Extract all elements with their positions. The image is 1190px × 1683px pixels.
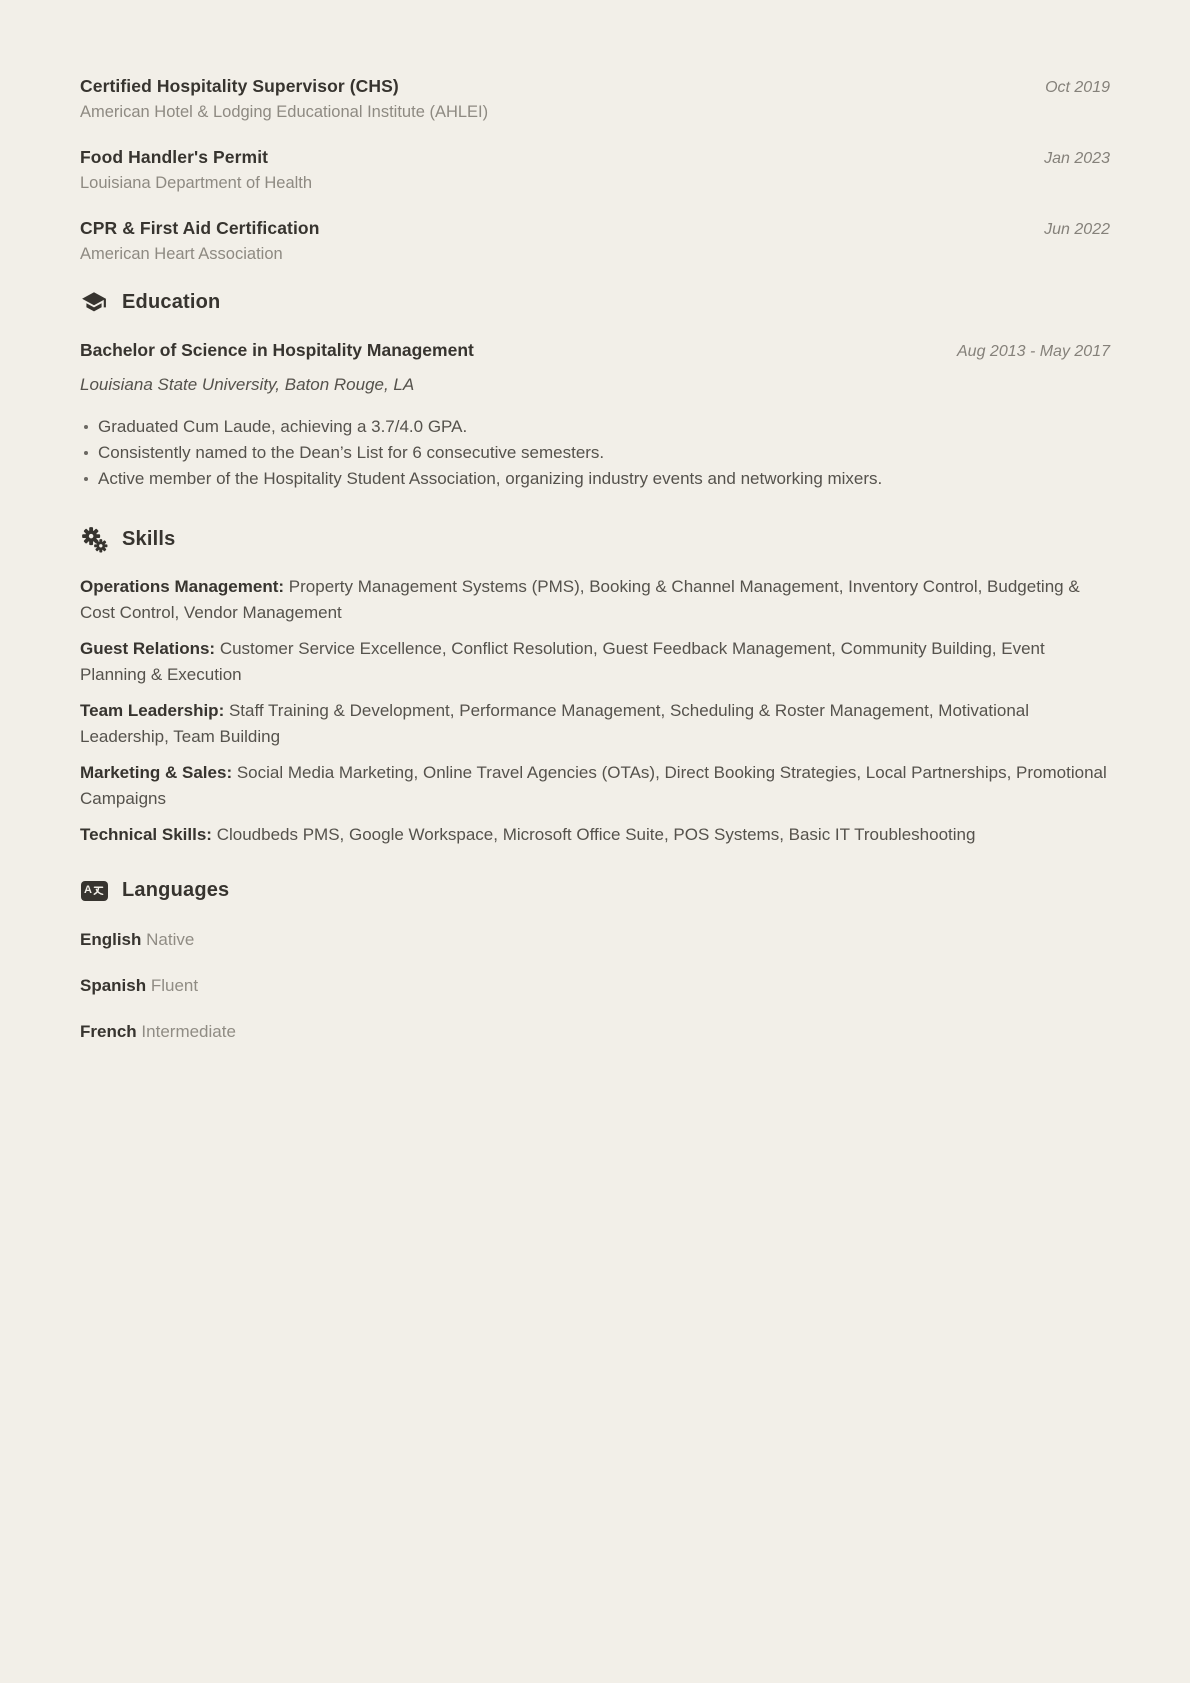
skill-group-label: Technical Skills: [80, 825, 212, 844]
skill-group [80, 698, 1110, 749]
language-row [80, 1019, 1110, 1044]
skill-group-text: Customer Service Excellence, Conflict Resolution, Guest Feedback Management, Community Building, Event Planning & Execution [80, 639, 1045, 684]
skill-group-text: Staff Training & Development, Performance Management, Scheduling & Roster Management, Motivational Leadership, Team Building [80, 701, 1030, 746]
certification-title: Food Handler's Permit [80, 147, 269, 167]
skills-heading-row [80, 524, 1110, 554]
language-name: French [80, 1021, 137, 1041]
language-name: Spanish [80, 975, 147, 995]
certification-date: Jan 2023 [1044, 150, 1110, 167]
certification-item [80, 74, 1110, 125]
skill-group [80, 574, 1110, 625]
certification-issuer: American Hotel & Lodging Educational Institute (AHLEI) [80, 103, 489, 121]
education-heading: Education [122, 290, 221, 313]
language-level: Fluent [150, 975, 199, 995]
certification-item [80, 216, 1110, 267]
certification-issuer: American Heart Association [80, 245, 283, 263]
skill-group-text: Property Management Systems (PMS), Booking & Channel Management, Inventory Control, Budgeting & Cost Control, Vendor Management [80, 577, 1080, 622]
translate-icon: A [80, 877, 108, 905]
certifications-section [80, 74, 1110, 267]
gears-icon [80, 525, 108, 553]
education-section [80, 287, 1110, 492]
certification-title: CPR & First Aid Certification [80, 218, 320, 238]
certification-title: Certified Hospitality Supervisor (CHS) [80, 76, 399, 96]
language-name: English [80, 929, 142, 949]
education-degree-row [80, 337, 1110, 364]
language-level: Native [146, 929, 195, 949]
skills-heading: Skills [122, 527, 176, 550]
skill-group-label: Marketing & Sales: [80, 763, 233, 782]
certification-item [80, 145, 1110, 196]
skill-group-label: Operations Management: [80, 577, 285, 596]
skill-group [80, 636, 1110, 687]
skill-group-text: Cloudbeds PMS, Google Workspace, Microsoft Office Suite, POS Systems, Basic IT Troubleshooting [216, 825, 976, 844]
graduation-cap-icon [80, 288, 108, 316]
languages-heading-row [80, 876, 1110, 906]
education-bullet: Active member of the Hospitality Student Association, organizing industry events and networking mixers. [80, 466, 1110, 492]
language-row [80, 927, 1110, 952]
skill-group [80, 822, 1110, 848]
skill-group-label: Team Leadership: [80, 701, 225, 720]
certification-issuer: Louisiana Department of Health [80, 174, 313, 192]
skill-group-text: Social Media Marketing, Online Travel Agencies (OTAs), Direct Booking Strategies, Local Partnerships, Promotional Campaigns [80, 763, 1107, 808]
education-degree: Bachelor of Science in Hospitality Management [80, 340, 474, 360]
education-heading-row [80, 287, 1110, 317]
education-bullet: Graduated Cum Laude, achieving a 3.7/4.0 GPA. [80, 414, 1110, 440]
education-dates: Aug 2013 - May 2017 [957, 343, 1110, 360]
language-row [80, 973, 1110, 998]
language-level: Intermediate [141, 1021, 236, 1041]
languages-heading: Languages [122, 879, 230, 901]
education-bullet-list [80, 414, 1110, 492]
skill-group [80, 760, 1110, 811]
education-bullet: Consistently named to the Dean’s List for 6 consecutive semesters. [80, 440, 1110, 466]
skills-section [80, 524, 1110, 848]
languages-section [80, 876, 1110, 1044]
certification-date: Oct 2019 [1045, 79, 1110, 96]
education-school: Louisiana State University, Baton Rouge, LA [80, 375, 415, 394]
skill-group-label: Guest Relations: [80, 639, 216, 658]
certification-date: Jun 2022 [1044, 221, 1110, 238]
